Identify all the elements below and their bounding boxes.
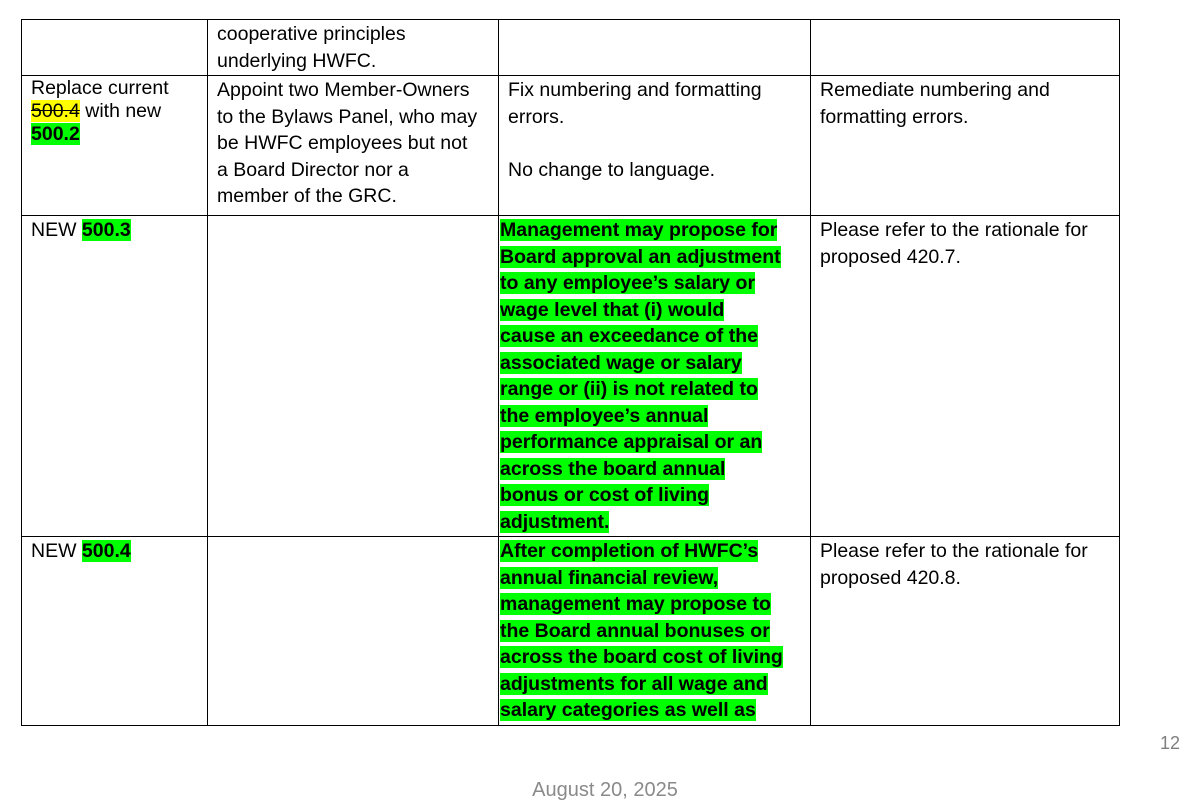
- text-line: adjustment.: [500, 510, 610, 533]
- text-line: cooperative principles: [217, 23, 406, 45]
- text-line: formatting errors.: [820, 105, 969, 128]
- cell-current-text: [208, 537, 499, 726]
- text-line: member of the GRC.: [217, 185, 397, 207]
- ref-prefix: NEW: [31, 540, 82, 562]
- text-line: errors.: [508, 105, 565, 128]
- cell-current-text: [208, 216, 499, 537]
- footer-date: August 20, 2025: [532, 779, 678, 801]
- text-line: be HWFC employees but not: [217, 132, 468, 154]
- text-line: annual financial review,: [500, 566, 719, 589]
- text-line: management may propose to: [500, 593, 771, 615]
- text-line: the employee’s annual: [500, 404, 709, 427]
- page-number: 12: [1159, 733, 1180, 753]
- cell-proposed-text: [499, 537, 811, 726]
- text-line: cause an exceedance of the: [500, 325, 758, 347]
- text-line: No change to language.: [508, 158, 716, 181]
- text-line: After completion of HWFC’s: [500, 540, 759, 562]
- cell-bylaw-ref: [22, 216, 208, 537]
- bylaw-ref-line: [31, 123, 198, 146]
- text-line: bonus or cost of living: [500, 484, 710, 506]
- text-line: to any employee’s salary or: [500, 272, 756, 294]
- cell-current-text: [208, 20, 499, 76]
- bylaw-ref-line: [31, 77, 198, 100]
- new-ref: 500.4: [81, 540, 131, 562]
- text-line: Management may propose for: [500, 219, 778, 241]
- table-row: [22, 216, 1120, 537]
- text-line: to the Bylaws Panel, who may: [217, 105, 478, 128]
- text-line: the Board annual bonuses or: [500, 619, 770, 642]
- text-line: across the board annual: [500, 457, 726, 480]
- text-line: salary categories as well as: [500, 699, 756, 721]
- new-ref: 500.2: [31, 123, 80, 145]
- text-line: Remediate numbering and: [820, 79, 1050, 101]
- text-line: performance appraisal or an: [500, 431, 763, 453]
- cell-proposed-text: [499, 76, 811, 216]
- cell-bylaw-ref: [22, 20, 208, 76]
- cell-rationale: [811, 537, 1120, 726]
- text-line: Please refer to the rationale for: [820, 219, 1088, 241]
- text-line: wage level that (i) would: [500, 298, 725, 321]
- new-ref: 500.3: [81, 219, 131, 241]
- cell-rationale: [811, 76, 1120, 216]
- cell-current-text: [208, 76, 499, 216]
- text-line: proposed 420.7.: [820, 245, 961, 268]
- text-line: a Board Director nor a: [217, 158, 409, 181]
- ref-prefix: Replace current: [31, 77, 169, 99]
- text-line: Please refer to the rationale for: [820, 540, 1088, 562]
- cell-proposed-text: [499, 20, 811, 76]
- cell-bylaw-ref: [22, 537, 208, 726]
- cell-proposed-text: [499, 216, 811, 537]
- ref-prefix: NEW: [31, 219, 82, 241]
- ref-mid: with new: [79, 100, 162, 122]
- text-line: underlying HWFC.: [217, 49, 377, 72]
- text-line: range or (ii) is not related to: [500, 378, 758, 400]
- table-row: [22, 76, 1120, 216]
- bylaws-amendment-table: [21, 19, 1120, 726]
- bylaw-ref-line: [31, 100, 198, 123]
- cell-rationale: [811, 20, 1120, 76]
- cell-rationale: [811, 216, 1120, 537]
- text-line: associated wage or salary: [500, 351, 742, 374]
- old-ref-deleted: 500.4: [31, 100, 80, 122]
- table-row: [22, 20, 1120, 76]
- text-line: Board approval an adjustment: [500, 245, 781, 268]
- text-line: adjustments for all wage and: [500, 672, 768, 695]
- text-line: proposed 420.8.: [820, 566, 961, 589]
- text-line: across the board cost of living: [500, 646, 783, 668]
- text-line: Appoint two Member-Owners: [217, 79, 470, 101]
- table-row: [22, 537, 1120, 726]
- text-line: Fix numbering and formatting: [508, 79, 762, 101]
- cell-bylaw-ref: [22, 76, 208, 216]
